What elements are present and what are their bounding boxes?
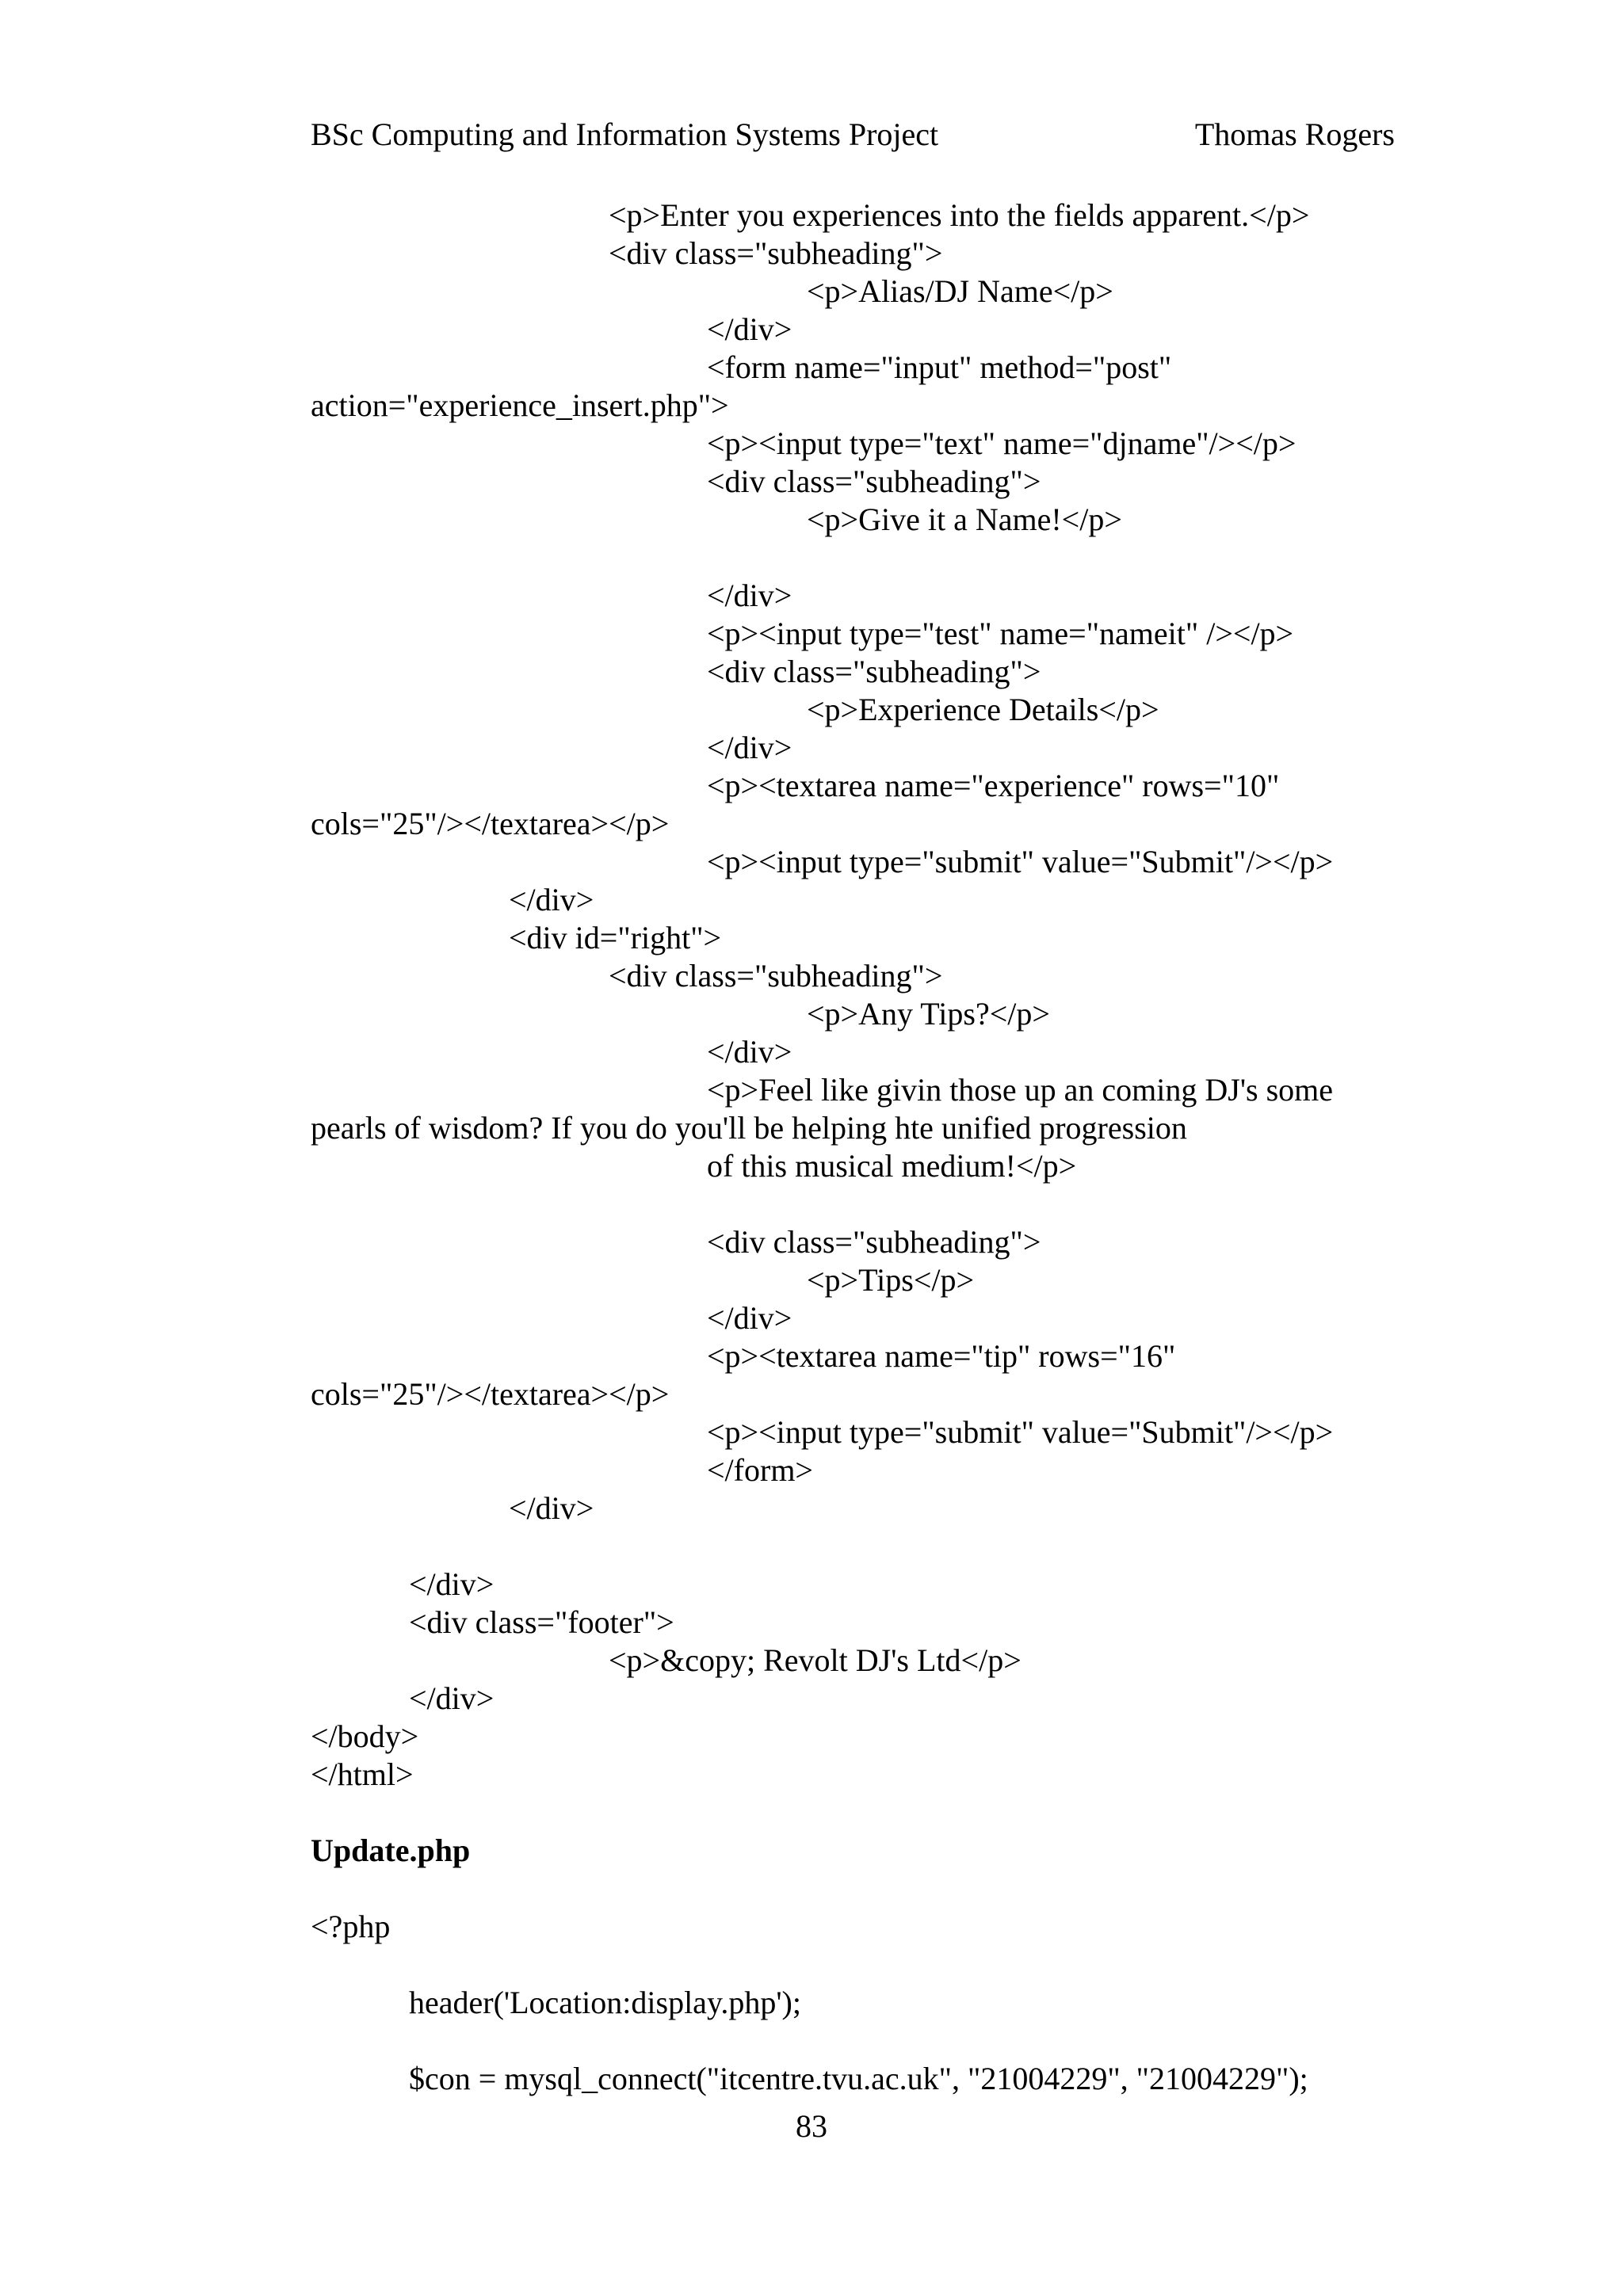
code-line: <?php [311,1909,391,1944]
page-header [311,109,1395,160]
code-line: </html> [311,1756,414,1792]
code-line: <form name="input" method="post" [707,349,1172,385]
code-line: of this musical medium!</p> [707,1148,1077,1184]
code-line: pearls of wisdom? If you do you'll be helping hte unified progression [311,1110,1187,1146]
code-line: <p>Alias/DJ Name</p> [807,273,1113,309]
header-title: BSc Computing and Information Systems Project [311,116,939,152]
code-line: cols="25"/></textarea></p> [311,1376,670,1412]
code-line: <p><input type="submit" value="Submit"/></p> [707,844,1334,879]
code-line: <p>Give it a Name!</p> [807,502,1122,537]
code-line: <p><textarea name="experience" rows="10" [707,768,1280,803]
code-line: <p>Any Tips?</p> [807,996,1050,1032]
code-line: <p>Experience Details</p> [807,692,1159,727]
code-line: <p><textarea name="tip" rows="16" [707,1338,1176,1374]
code-line: <div id="right"> [509,920,722,955]
header-author: Thomas Rogers [1194,116,1395,152]
code-line: <div class="subheading"> [609,958,943,994]
code-line: </div> [509,882,594,917]
code-line: </div> [707,311,792,347]
code-line: </form> [707,1452,813,1488]
code-line: header('Location:display.php'); [409,1985,801,2020]
code-line: </div> [409,1566,495,1602]
code-line: </div> [707,1300,792,1336]
code-line: <p>&copy; Revolt DJ's Ltd</p> [609,1642,1022,1678]
code-line: </div> [707,578,792,613]
code-line: cols="25"/></textarea></p> [311,806,670,841]
code-line: <div class="subheading"> [707,463,1041,499]
code-line: <div class="subheading"> [707,654,1041,689]
page-number: 83 [796,2108,827,2144]
code-line: <p>Enter you experiences into the fields apparent.</p> [609,197,1310,233]
code-line: <p>Feel like givin those up an coming DJ's some [707,1072,1334,1108]
code-line: <p><input type="submit" value="Submit"/></p> [707,1414,1334,1450]
code-line: <div class="subheading"> [707,1224,1041,1260]
code-line: action="experience_insert.php"> [311,387,729,423]
code-line: <p><input type="text" name="djname"/></p> [707,425,1296,461]
code-line: </div> [509,1490,594,1526]
code-line: </div> [409,1680,495,1716]
code-line: <p>Tips</p> [807,1262,975,1298]
code-line: <p><input type="test" name="nameit" /></p> [707,616,1294,651]
section-heading: Update.php [311,1833,471,1868]
code-line: </body> [311,1718,419,1754]
code-line: </div> [707,730,792,765]
code-line: </div> [707,1034,792,1070]
code-line: <div class="footer"> [409,1604,674,1640]
code-line: <div class="subheading"> [609,235,943,271]
code-line: $con = mysql_connect("itcentre.tvu.ac.uk", "21004229", "21004229"); [409,2061,1308,2096]
